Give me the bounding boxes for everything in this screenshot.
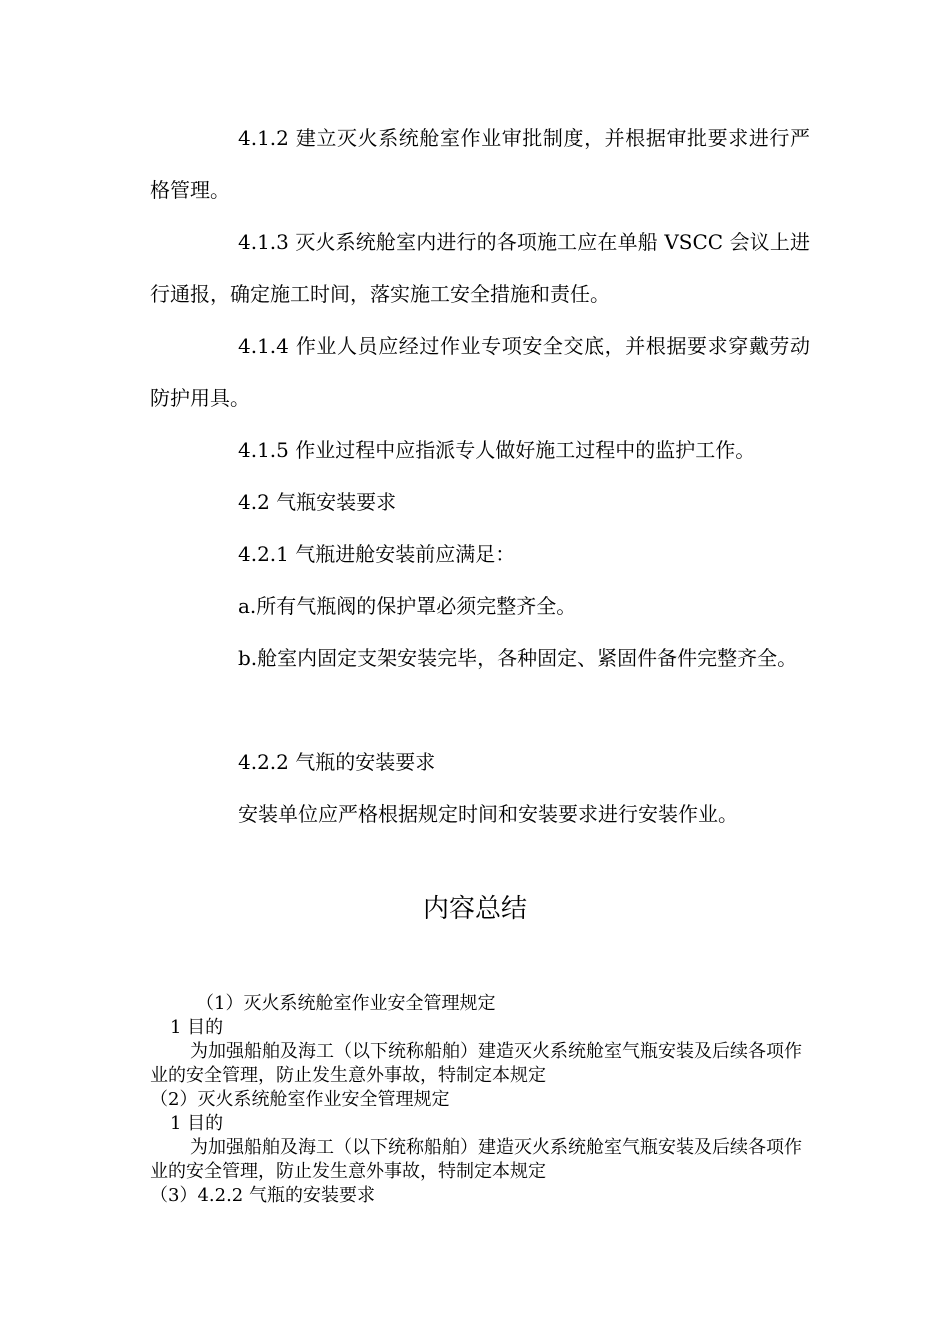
paragraph-4-2-2: 4.2.2 气瓶的安装要求 (238, 750, 436, 774)
summary-block (150, 992, 810, 1208)
summary-line-1: （1）灭火系统舱室作业安全管理规定 (196, 993, 496, 1014)
summary-line-7: （3）4.2.2 气瓶的安装要求 (150, 1185, 375, 1206)
summary-line-3: 为加强船舶及海工（以下统称船舶）建造灭火系统舱室气瓶安装及后续各项作业的安全管理，防止发生意外事故，特制定本规定 (150, 1041, 802, 1086)
summary-line-6: 为加强船舶及海工（以下统称船舶）建造灭火系统舱室气瓶安装及后续各项作业的安全管理，防止发生意外事故，特制定本规定 (150, 1137, 802, 1182)
summary-line-4: （2）灭火系统舱室作业安全管理规定 (150, 1089, 450, 1110)
paragraph-installation: 安装单位应严格根据规定时间和安装要求进行安装作业。 (238, 802, 738, 826)
list-item-b: b.舱室内固定支架安装完毕，各种固定、紧固件备件完整齐全。 (238, 646, 798, 670)
list-item-a: a.所有气瓶阀的保护罩必须完整齐全。 (238, 594, 577, 618)
paragraph-4-1-2: 4.1.2 建立灭火系统舱室作业审批制度，并根据审批要求进行严格管理。 (150, 126, 810, 202)
paragraph-4-2-1: 4.2.1 气瓶进舱安装前应满足： (238, 542, 516, 566)
summary-heading: 内容总结 (422, 894, 527, 924)
summary-line-2: 1 目的 (170, 1017, 224, 1038)
paragraph-4-1-3: 4.1.3 灭火系统舱室内进行的各项施工应在单船 VSCC 会议上进行通报，确定施工时间，落实施工安全措施和责任。 (150, 230, 810, 306)
summary-line-5: 1 目的 (170, 1113, 224, 1134)
section-heading-4-2: 4.2 气瓶安装要求 (238, 490, 397, 514)
paragraph-4-1-4: 4.1.4 作业人员应经过作业专项安全交底，并根据要求穿戴劳动防护用具。 (150, 334, 810, 410)
paragraph-4-1-5: 4.1.5 作业过程中应指派专人做好施工过程中的监护工作。 (238, 438, 756, 462)
